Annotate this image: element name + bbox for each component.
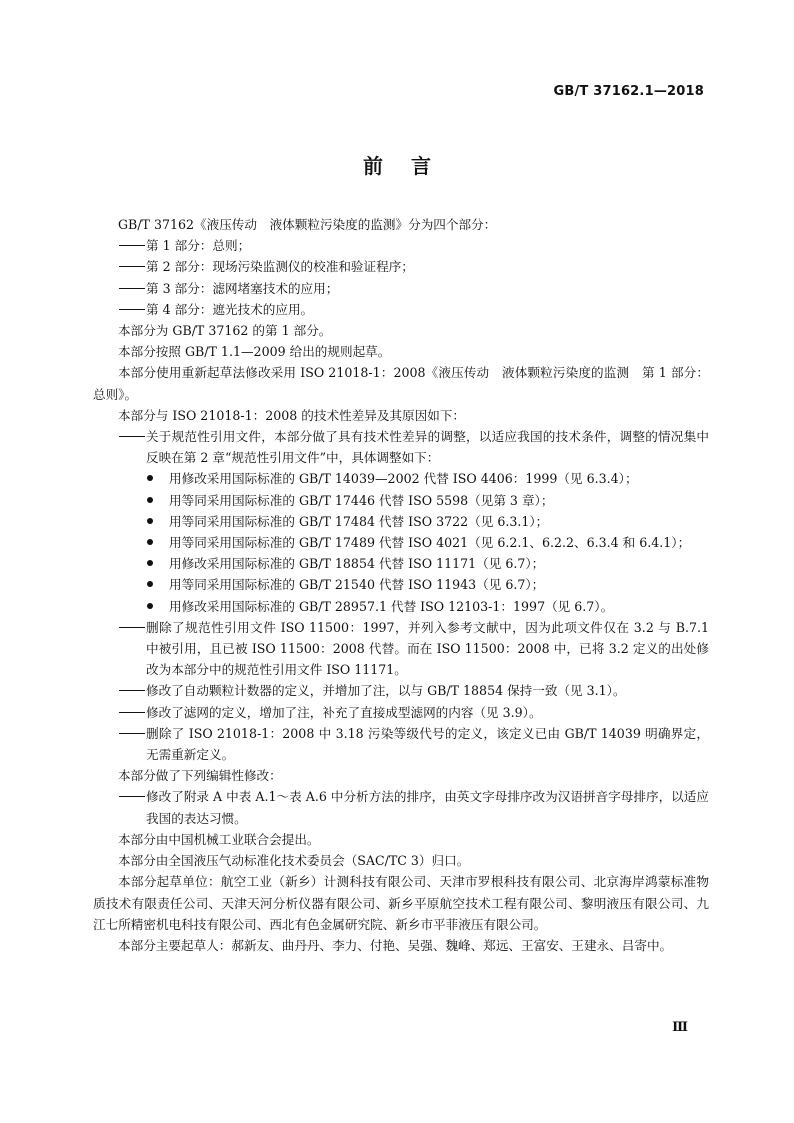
- proposed-by-paragraph: 本部分由中国机械工业联合会提出。: [118, 831, 320, 847]
- difference-item: [93, 426, 709, 468]
- difference-item: [93, 723, 709, 765]
- bullet-icon: [147, 560, 153, 566]
- bullet-text: 用修改采用国际标准的 GB/T 18854 代替 ISO 11171（见 6.7）；: [169, 556, 545, 572]
- bullet-text: 用修改采用国际标准的 GB/T 28957.1 代替 ISO 12103-1：1997（见 6.7）。: [169, 598, 614, 614]
- editorial-changes-heading: 本部分做了下列编辑性修改：: [118, 768, 282, 784]
- difference-text: 修改了自动颗粒计数器的定义，并增加了注，以与 GB/T 18854 保持一致（见 3.1）。: [146, 683, 626, 699]
- bullet-icon: [147, 581, 153, 587]
- foreword-body: [93, 214, 709, 956]
- drafting-rules-paragraph: 本部分按照 GB/T 1.1—2009 给出的规则起草。: [118, 344, 391, 360]
- bullet-text: 用等同采用国际标准的 GB/T 17484 代替 ISO 3722（见 6.3.1）；: [169, 513, 549, 529]
- part-list-text: 第 4 部分：遮光技术的应用。: [146, 301, 314, 317]
- difference-text: 修改了滤网的定义，增加了注，补充了直接成型滤网的内容（见 3.9）。: [146, 704, 542, 720]
- bullet-text: 用等同采用国际标准的 GB/T 17489 代替 ISO 4021（见 6.2.1、6.2.2、6.3.4 和 6.4.1）；: [169, 535, 691, 551]
- difference-item: [93, 702, 709, 723]
- reference-bullet: [93, 490, 709, 511]
- intro-paragraph: GB/T 37162《液压传动 液体颗粒污染度的监测》分为四个部分：: [118, 217, 497, 232]
- standard-number: GB/T 37162.1—2018: [553, 84, 704, 99]
- reference-bullet: [93, 532, 709, 553]
- bullet-icon: [147, 475, 153, 481]
- difference-item: [93, 680, 709, 701]
- bullet-icon: [147, 518, 153, 524]
- part-list-text: 第 1 部分：总则；: [146, 238, 251, 254]
- reference-bullet: [93, 596, 709, 617]
- page-number: Ⅲ: [672, 1020, 688, 1035]
- centralized-by-paragraph: 本部分由全国液压气动标准化技术委员会（SAC/TC 3）归口。: [118, 853, 470, 869]
- adoption-method-paragraph: 本部分使用重新起草法修改采用 ISO 21018-1：2008《液压传动 液体颗粒污染度的监测 第 1 部分：总则》。: [93, 365, 709, 402]
- bullet-icon: [147, 603, 153, 609]
- bullet-text: 用等同采用国际标准的 GB/T 17446 代替 ISO 5598（见第 3 章）；: [169, 492, 554, 508]
- bullet-text: 用等同采用国际标准的 GB/T 21540 代替 ISO 11943（见 6.7）；: [169, 577, 545, 593]
- part-list-item: [93, 299, 709, 320]
- part-list-item: [93, 235, 709, 256]
- bullet-text: 用修改采用国际标准的 GB/T 14039—2002 代替 ISO 4406：1999（见 6.3.4）；: [169, 471, 638, 487]
- difference-text: 关于规范性引用文件，本部分做了具有技术性差异的调整，以适应我国的技术条件，调整的情况集中反映在第 2 章“规范性引用文件”中，具体调整如下：: [146, 429, 709, 466]
- reference-bullet: [93, 553, 709, 574]
- reference-bullet: [93, 468, 709, 489]
- part-list-item: [93, 256, 709, 277]
- part-list-text: 第 3 部分：滤网堵塞技术的应用；: [146, 280, 339, 296]
- part-list-item: [93, 278, 709, 299]
- drafters-paragraph: 本部分主要起草人：郝新友、曲丹丹、李力、付艳、吴强、魏峰、郑远、王富安、王建永、吕寄中。: [118, 937, 673, 953]
- page-title: 前言: [363, 154, 459, 178]
- reference-bullet: [93, 511, 709, 532]
- difference-text: 删除了 ISO 21018-1：2008 中 3.18 污染等级代号的定义，该定义已由 GB/T 14039 明确界定，无需重新定义。: [146, 725, 709, 763]
- drafting-units-paragraph: 本部分起草单位：航空工业（新乡）计测科技有限公司、天津市罗根科技有限公司、北京海岸鸿蒙标准物质技术有限责任公司、天津天河分析仪器有限公司、新乡平原航空技术工程有限公司、黎明液压有限公司、九江七所精密机电科技有限公司、西北有色金属研究院、新乡市平菲液压有限公司。: [93, 874, 709, 932]
- bullet-icon: [147, 497, 153, 503]
- reference-bullet: [93, 574, 709, 595]
- part-statement: 本部分为 GB/T 37162 的第 1 部分。: [118, 323, 332, 339]
- bullet-icon: [147, 539, 153, 545]
- difference-item: [93, 617, 709, 681]
- editorial-item: [93, 786, 709, 828]
- technical-differences-heading: 本部分与 ISO 21018-1：2008 的技术性差异及其原因如下：: [118, 407, 466, 423]
- editorial-text: 修改了附录 A 中表 A.1～表 A.6 中分析方法的排序，由英文字母排序改为汉语拼音字母排序，以适应我国的表达习惯。: [146, 789, 709, 826]
- part-list-text: 第 2 部分：现场污染监测仪的校准和验证程序；: [146, 259, 414, 275]
- difference-text: 删除了规范性引用文件 ISO 11500：1997，并列入参考文献中，因为此项文件仅在 3.2 与 B.7.1 中被引用，且已被 ISO 11500：2008 代替。而在 ISO 11500：2008 中，已将 3.2 定义的出处修改为本部分中的规范性引用文件 ISO 11171。: [146, 619, 709, 678]
